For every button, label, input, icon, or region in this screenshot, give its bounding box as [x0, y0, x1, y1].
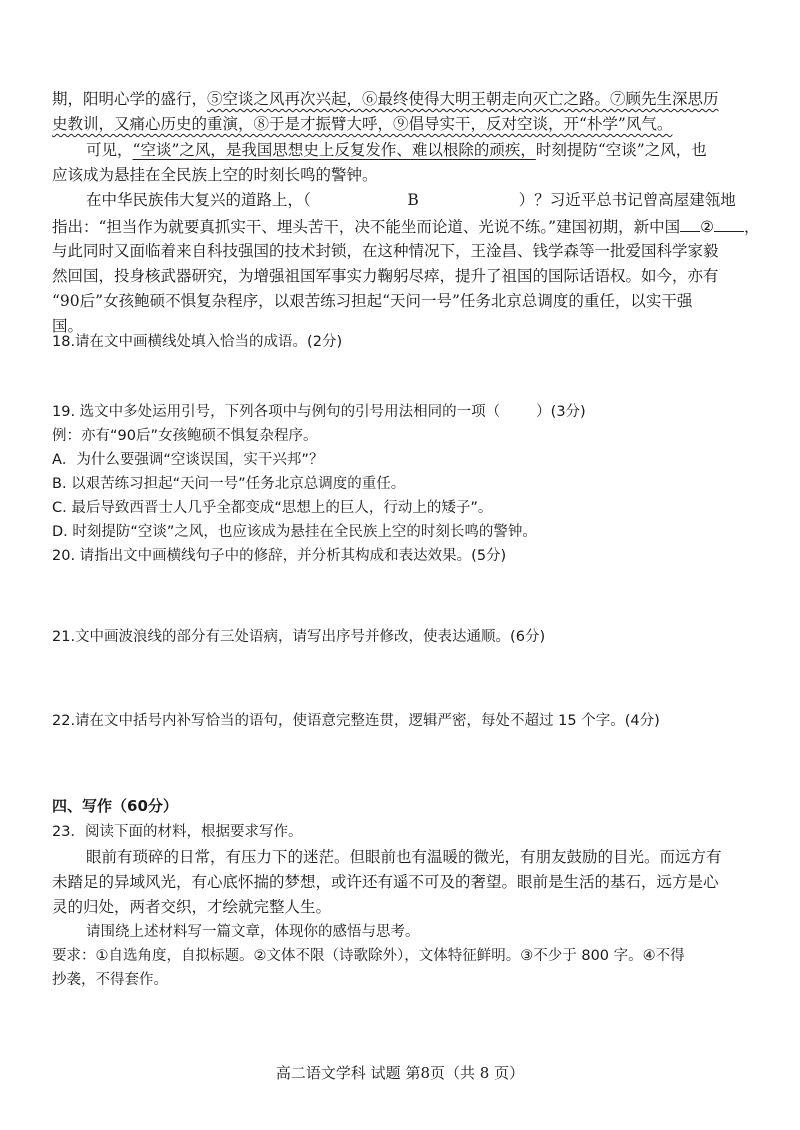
question-22: [52, 710, 660, 732]
option-text: A．为什么要强调“空谈误国，实干兴邦”？: [52, 452, 324, 468]
blank-marker-b: B: [407, 191, 419, 209]
blank-line: [714, 215, 744, 232]
passage-line-8: [52, 265, 719, 287]
passage-text: 期，阳明心学的盛行，: [52, 90, 208, 108]
question-text: 20. 请指出文中画横线句子中的修辞，并分析其构成和表达效果。(5分): [52, 548, 507, 564]
blank-marker-2: ②: [700, 218, 715, 236]
material-text: 眼前有琐碎的日常，有压力下的迷茫。但眼前也有温暖的微光，有朋友鼓励的目光。而远方有: [86, 848, 722, 866]
blank-line: [680, 215, 700, 232]
question-19-example: [52, 425, 317, 447]
heading-text: 四、写作（60分）: [52, 797, 178, 815]
question-18: [52, 331, 342, 353]
passage-line-9: [52, 290, 692, 312]
wavy-underlined-text: 史教训，又痛心历史的重演，⑧于是才振臂大呼，⑨倡导实干，反对空谈，开“朴学”风气。: [52, 115, 673, 133]
writing-task: [86, 921, 420, 943]
page-footer: 高二语文学科 试题 第8页（共 8 页）: [275, 1064, 525, 1082]
underlined-sentence: “空谈”之风，是我国思想史上反复发作、难以根除的顽疾，: [132, 141, 536, 159]
passage-line-4: [52, 164, 378, 186]
question-20: [52, 545, 506, 567]
requirement-text: 要求：①自选角度，自拟标题。②文体不限（诗歌除外），文体特征鲜明。③不少于 800 字。④不得: [52, 948, 685, 964]
passage-text: ，: [744, 218, 760, 236]
question-text: 23．阅读下面的材料，根据要求写作。: [52, 824, 303, 840]
passage-line-6: [52, 215, 760, 238]
wavy-underlined-text: ⑤空谈之风再次兴起，⑥最终使得大明王朝走向灭亡之路。⑦顾先生深思历: [207, 90, 719, 108]
option-a: [52, 449, 323, 471]
question-23: [52, 821, 302, 843]
passage-text: “90后”女孩鲍硕不惧复杂程序，以艰苦练习担起“天问一号”任务北京总调度的重任，以实干强: [52, 292, 693, 310]
passage-text: 在中华民族伟大复兴的道路上，（: [86, 191, 311, 209]
task-text: 请围绕上述材料写一篇文章，体现你的感悟与思考。: [86, 924, 420, 940]
question-21: [52, 626, 545, 648]
material-text: 灵的归处，两者交织，才绘就完整人生。: [52, 898, 332, 916]
question-text: ）(3分): [536, 404, 586, 420]
passage-line-7: [52, 240, 719, 262]
question-text: 18.请在文中画横线处填入恰当的成语。(2分): [52, 334, 343, 350]
passage-text: 时刻提防“空谈”之风，也: [535, 141, 707, 159]
section-heading: [52, 795, 178, 817]
passage-line-2: [52, 113, 672, 135]
passage-text: ）？习近平总书记曾高屋建瓴地: [518, 191, 736, 209]
option-text: C. 最后导致西晋士人几乎全都变成“思想上的巨人，行动上的矮子”。: [52, 500, 493, 516]
question-text: 19. 选文中多处运用引号，下列各项中与例句的引号用法相同的一项（: [52, 404, 501, 420]
material-text: 未踏足的异域风光，有心底怀揣的梦想，或许还有遥不可及的奢望。眼前是生活的基石，远方是心: [52, 873, 719, 891]
passage-text: 指出：“担当作为就要真抓实干、埋头苦干，决不能坐而论道、光说不练。”建国初期，新中国: [52, 218, 681, 236]
passage-text: 应该成为悬挂在全民族上空的时刻长鸣的警钟。: [52, 166, 378, 184]
passage-line-1: [52, 88, 719, 110]
requirements-line-1: [52, 945, 685, 967]
option-d: [52, 521, 537, 543]
question-text: 22.请在文中括号内补写恰当的语句，使语意完整连贯，逻辑严密，每处不超过 15 个字。(4分): [52, 713, 660, 729]
passage-line-3: [86, 139, 707, 161]
requirement-text: 抄袭，不得套作。: [52, 972, 168, 988]
option-text: B. 以艰苦练习担起“天问一号”任务北京总调度的重任。: [52, 476, 406, 492]
passage-text: 国。: [52, 317, 84, 335]
material-line-2: [52, 871, 719, 893]
question-text: 21.文中画波浪线的部分有三处语病，请写出序号并修改，使表达通顺。(6分): [52, 629, 546, 645]
option-text: D. 时刻提防“空谈”之风，也应该成为悬挂在全民族上空的时刻长鸣的警钟。: [52, 524, 537, 540]
material-line-1: [86, 846, 722, 868]
option-c: [52, 497, 492, 519]
material-line-3: [52, 896, 331, 918]
passage-text: 与此同时又面临着来自科技强国的技术封锁，在这种情况下，王淦昌、钱学森等一批爱国科学家毅: [52, 242, 719, 260]
question-19: [52, 401, 586, 423]
passage-text: 然回国，投身核武器研究，为增强祖国军事实力鞠躬尽瘁，提升了祖国的国际话语权。如今，亦有: [52, 267, 719, 285]
passage-text: 可见，: [86, 141, 133, 159]
example-text: 例：亦有“90后”女孩鲍硕不惧复杂程序。: [52, 428, 318, 444]
option-b: [52, 473, 405, 495]
requirements-line-2: [52, 969, 168, 991]
passage-line-5: [86, 189, 736, 211]
